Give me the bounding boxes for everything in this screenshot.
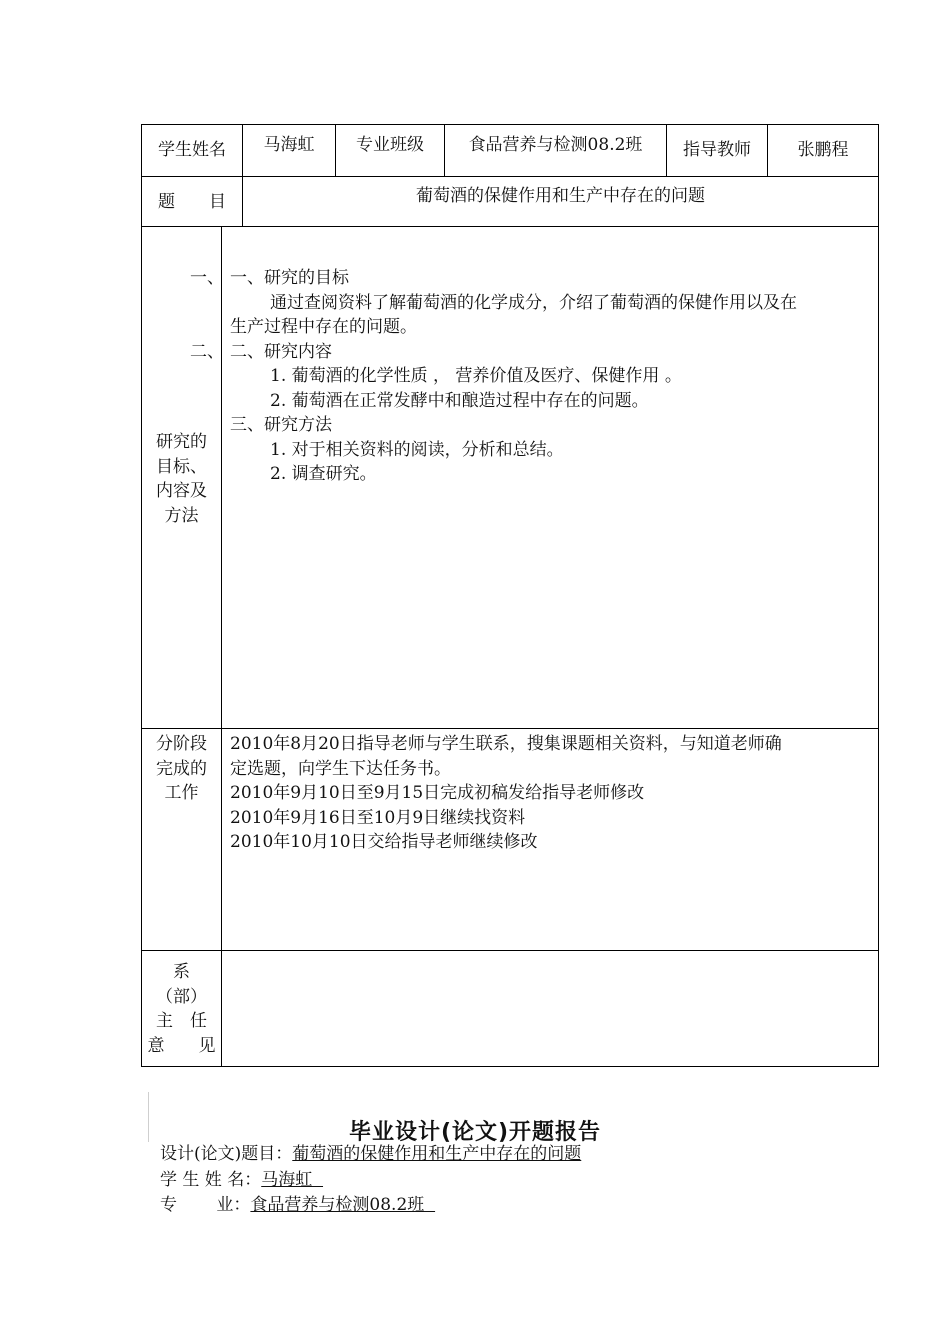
stage-line: 2010年8月20日指导老师与学生联系，搜集课题相关资料，与知道老师确 [230, 734, 782, 754]
dept-label-line: 主 任 [156, 1011, 207, 1031]
dept-label-line: （部） [156, 986, 207, 1007]
table-rule [141, 950, 879, 951]
table-rule [141, 728, 879, 729]
report-field-label: 设计(论文)题目： [160, 1144, 293, 1164]
stage-line: 定选题，向学生下达任务书。 [230, 758, 451, 779]
research-paragraph: 通过查阅资料了解葡萄酒的化学成分，介绍了葡萄酒的保健作用以及在 [270, 292, 797, 313]
stages-label [142, 732, 221, 806]
research-label-line: 内容及 [156, 481, 207, 501]
student-name-value: 马海虹 [263, 135, 315, 155]
advisor-label: 指导教师 [683, 140, 751, 160]
dept-label [142, 960, 221, 1058]
report-field-topic [160, 1142, 581, 1167]
research-label [142, 430, 221, 528]
topic-value: 葡萄酒的保健作用和生产中存在的问题 [416, 186, 705, 206]
stages-label-line: 工作 [164, 783, 199, 803]
stage-line: 2010年9月10日至9月15日完成初稿发给指导老师修改 [230, 783, 645, 803]
research-heading: 一、研究的目标 [230, 268, 349, 288]
report-field-value: 马海虹 [261, 1170, 324, 1190]
research-list-item: 1. 葡萄酒的化学性质 ， 营养价值及医疗、保健作用 。 [270, 366, 682, 386]
research-heading: 二、研究内容 [230, 341, 332, 362]
table-rule [141, 226, 879, 227]
research-label-line: 研究的 [156, 432, 207, 452]
research-paragraph: 生产过程中存在的问题。 [230, 317, 417, 337]
report-field-value: 食品营养与检测08.2班 [250, 1195, 436, 1215]
table-border-top [141, 124, 879, 125]
dept-label-line: 意 见 [147, 1035, 216, 1056]
report-field-student [160, 1168, 323, 1193]
research-label-line: 目标、 [156, 456, 207, 477]
research-list-item: 2. 调查研究。 [270, 464, 377, 484]
student-name-label: 学生姓名 [158, 140, 226, 160]
report-field-label: 学 生 姓 名： [160, 1170, 262, 1190]
table-border-right [878, 124, 879, 1067]
major-label: 专业班级 [356, 135, 424, 155]
stages-label-line: 完成的 [156, 758, 207, 779]
research-label-line: 方法 [164, 505, 199, 526]
major-value: 食品营养与检测08.2班 [468, 135, 643, 155]
research-list-item: 2. 葡萄酒在正常发酵中和酿造过程中存在的问题。 [270, 390, 649, 411]
stages-label-line: 分阶段 [156, 734, 207, 754]
margin-mark: 一、 [190, 268, 224, 288]
report-field-major [160, 1193, 435, 1218]
stage-line: 2010年10月10日交给指导老师继续修改 [230, 832, 538, 852]
stage-line: 2010年9月16日至10月9日继续找资料 [230, 807, 526, 828]
dept-label-line: 系 [173, 962, 190, 982]
margin-mark: 二、 [190, 342, 224, 362]
topic-label: 题 目 [158, 192, 226, 212]
report-title: 毕业设计(论文)开题报告 [348, 1120, 602, 1145]
report-field-label: 专 业： [160, 1195, 251, 1215]
table-border-left [141, 124, 142, 1067]
advisor-name: 张鹏程 [797, 140, 849, 160]
table-rule [141, 176, 879, 177]
research-heading: 三、研究方法 [230, 415, 332, 435]
report-field-value: 葡萄酒的保健作用和生产中存在的问题 [292, 1144, 582, 1164]
research-list-item: 1. 对于相关资料的阅读，分析和总结。 [270, 439, 564, 460]
table-border-bottom [141, 1066, 879, 1067]
